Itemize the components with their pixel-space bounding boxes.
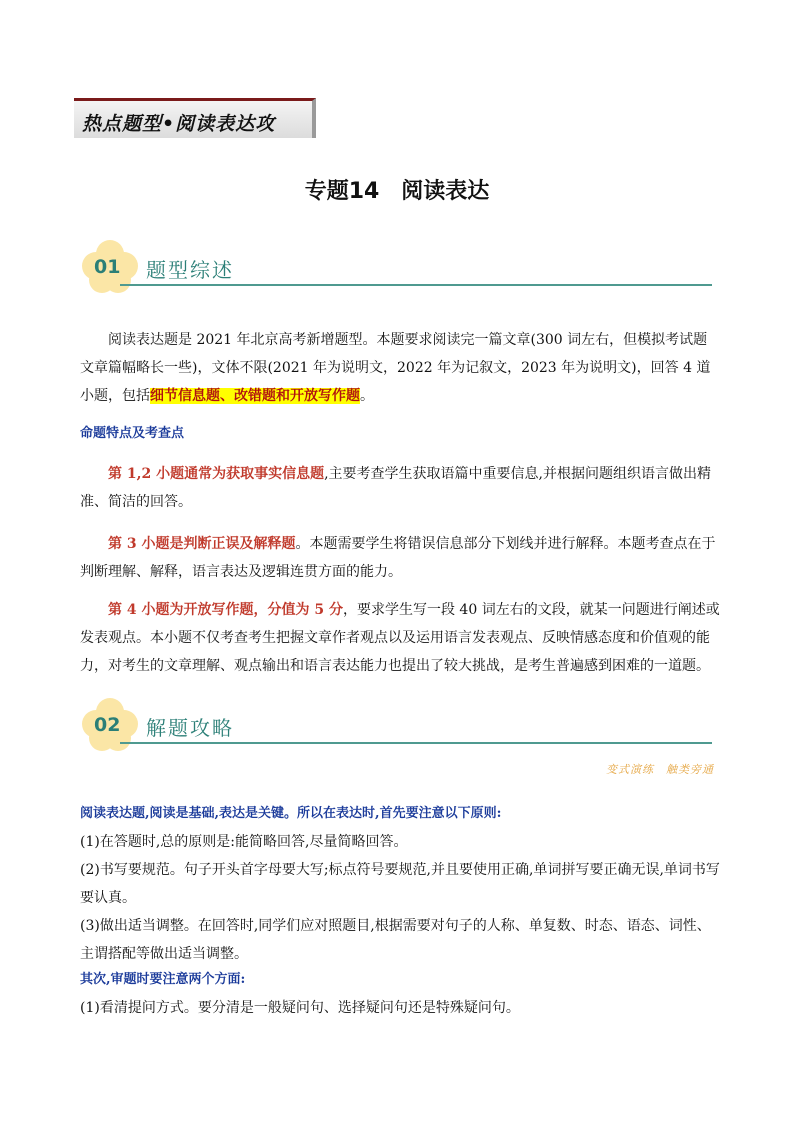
slogan: 变式演练 触类旁通	[606, 763, 714, 776]
q4-paragraph	[80, 596, 720, 680]
strategy-lead-2: 其次,审题时要注意两个方面:	[80, 972, 246, 987]
overview-paragraph	[80, 326, 720, 410]
section-divider	[120, 742, 712, 744]
q4-text: ，要求学生写一段 40 词左右的文段，就某一问题进行阐述或发表观点。本小题不仅考查考生把握文章作者观点以及运用语言发表观点、反映情感态度和价值观的能力，对考生的文章理解、观点输出和语言表达能力也提出了较大挑战，是考生普遍感到困难的一道题。	[80, 602, 720, 674]
page-title: 专题14 阅读表达	[304, 179, 490, 204]
q3-emphasis: 第 3 小题是判断正误及解释题	[108, 536, 296, 552]
overview-text: 阅读表达题是 2021 年北京高考新增题型。本题要求阅读完一篇文章(300 词左右，但模拟考试题文章篇幅略长一些)，文体不限(2021 年为说明文，2022 年为记叙文，2023 年为说明文)，回答 4 道小题，包括	[80, 332, 711, 404]
section-number: 02	[94, 714, 121, 736]
q4-emphasis: 第 4 小题为开放写作题，分值为 5 分	[108, 602, 343, 618]
strategy-item-1: (1)在答题时,总的原则是:能简略回答,尽量简略回答。	[80, 834, 408, 850]
section-number: 01	[94, 256, 121, 278]
strategy-lead: 阅读表达题,阅读是基础,表达是关键。所以在表达时,首先要注意以下原则:	[80, 806, 502, 821]
highlighted-question-types: 细节信息题、改错题和开放写作题	[150, 388, 360, 404]
strategy-item-2: (2)书写要规范。句子开头首字母要大写;标点符号要规范,并且要使用正确,单词拼写要正确无误,单词书写要认真。	[80, 862, 720, 906]
section-title: 题型综述	[146, 258, 234, 282]
q12-paragraph	[80, 460, 720, 516]
topic-banner	[74, 98, 316, 138]
strategy-item-3: (3)做出适当调整。在回答时,同学们应对照题目,根据需要对句子的人称、单复数、时态、语态、词性、主谓搭配等做出适当调整。	[80, 918, 711, 962]
overview-text-end: 。	[360, 388, 374, 404]
q3-paragraph	[80, 530, 720, 586]
banner-label: 热点题型•阅读表达攻	[82, 113, 276, 135]
q3-text: 。本题需要学生将错误信息部分下划线并进行解释。本题考查点在于判断理解、解释，语言表达及逻辑连贯方面的能力。	[80, 536, 716, 580]
section-title: 解题攻略	[146, 716, 234, 740]
section-header-overview	[80, 238, 712, 298]
q12-emphasis: 第 1,2 小题通常为获取事实信息题	[108, 466, 325, 482]
section-divider	[120, 284, 712, 286]
section-header-strategy	[80, 696, 712, 756]
subheading-features: 命题特点及考查点	[80, 426, 185, 441]
q12-text: ,主要考查学生获取语篇中重要信息,并根据问题组织语言做出精准、简洁的回答。	[80, 466, 712, 510]
strategy-item-4: (1)看清提问方式。要分清是一般疑问句、选择疑问句还是特殊疑问句。	[80, 1000, 520, 1016]
